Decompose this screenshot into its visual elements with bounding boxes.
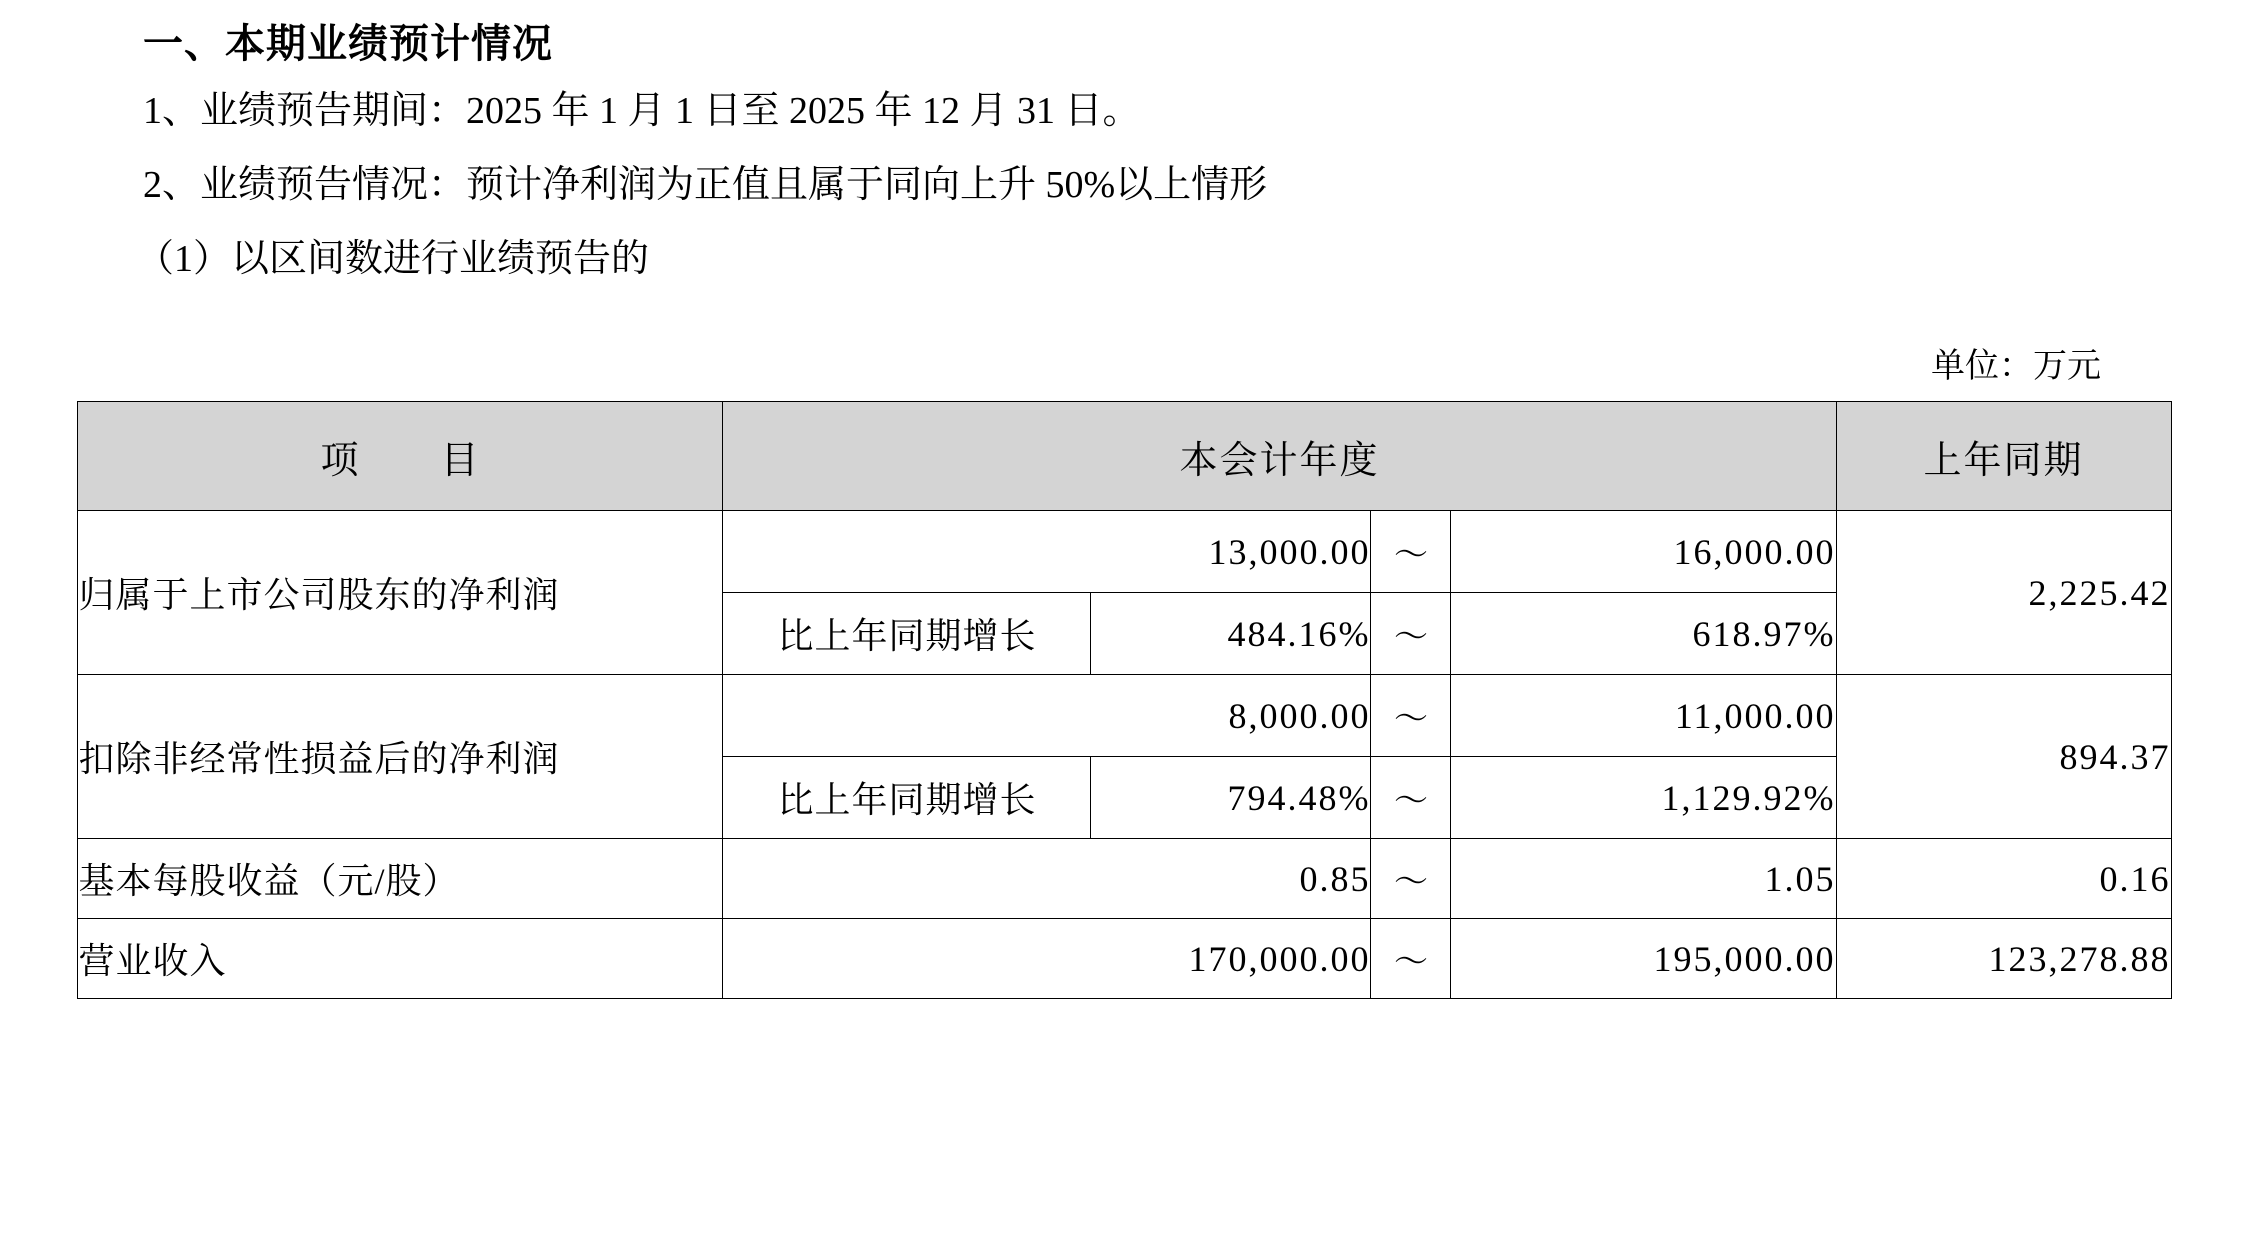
tilde-separator: ～ (1371, 839, 1451, 919)
net-profit-growth-low: 484.16% (1091, 593, 1371, 675)
page-title: 一、本期业绩预计情况 (143, 22, 553, 66)
table-row (78, 839, 2171, 919)
row-label-deducted-net-profit: 扣除非经常性损益后的净利润 (78, 675, 723, 839)
table-header-row (78, 402, 2171, 511)
performance-forecast-table (77, 401, 2171, 999)
document-page (0, 14, 2249, 1241)
deducted-net-profit-high: 11,000.00 (1451, 675, 1836, 757)
eps-prev: 0.16 (1836, 839, 2171, 919)
row-label-eps: 基本每股收益（元/股） (78, 839, 723, 919)
deducted-growth-low: 794.48% (1091, 757, 1371, 839)
header-current-year: 本会计年度 (723, 402, 1836, 511)
paragraph-forecast: 2、业绩预告情况：预计净利润为正值且属于同向上升 50%以上情形 (143, 164, 1268, 207)
header-item: 项 目 (78, 402, 723, 511)
deducted-growth-high: 1,129.92% (1451, 757, 1836, 839)
tilde-separator: ～ (1371, 757, 1451, 839)
tilde-separator: ～ (1371, 919, 1451, 999)
table-row (78, 675, 2171, 757)
net-profit-prev: 2,225.42 (1836, 511, 2171, 675)
tilde-separator: ～ (1371, 593, 1451, 675)
net-profit-low: 13,000.00 (723, 511, 1371, 593)
table-row (78, 511, 2171, 593)
net-profit-high: 16,000.00 (1451, 511, 1836, 593)
deducted-net-profit-prev: 894.37 (1836, 675, 2171, 839)
tilde-separator: ～ (1371, 675, 1451, 757)
paragraph-range-method: （1）以区间数进行业绩预告的 (136, 238, 650, 281)
unit-note: 单位：万元 (1931, 348, 2101, 386)
row-label-revenue: 营业收入 (78, 919, 723, 999)
revenue-high: 195,000.00 (1451, 919, 1836, 999)
tilde-separator: ～ (1371, 511, 1451, 593)
revenue-low: 170,000.00 (723, 919, 1371, 999)
deducted-net-profit-low: 8,000.00 (723, 675, 1371, 757)
net-profit-growth-high: 618.97% (1451, 593, 1836, 675)
growth-label: 比上年同期增长 (723, 593, 1091, 675)
eps-low: 0.85 (723, 839, 1371, 919)
row-label-net-profit: 归属于上市公司股东的净利润 (78, 511, 723, 675)
revenue-prev: 123,278.88 (1836, 919, 2171, 999)
paragraph-period: 1、业绩预告期间：2025 年 1 月 1 日至 2025 年 12 月 31 日。 (143, 90, 1141, 132)
eps-high: 1.05 (1451, 839, 1836, 919)
header-prev-year: 上年同期 (1836, 402, 2171, 511)
growth-label: 比上年同期增长 (723, 757, 1091, 839)
table-row (78, 919, 2171, 999)
